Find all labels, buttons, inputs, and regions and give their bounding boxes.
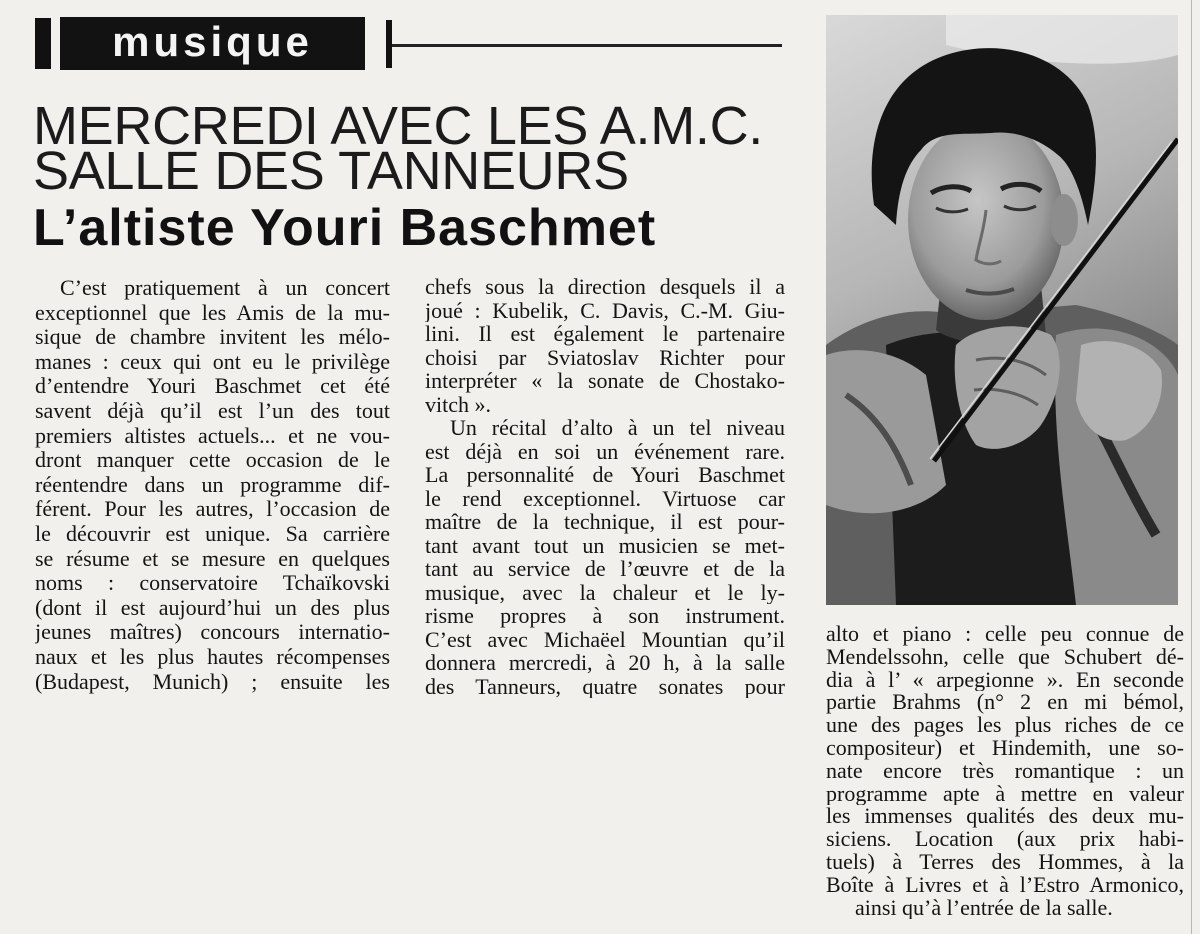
headline-line-1: MERCREDI AVEC LES A.M.C. [33, 96, 763, 156]
body-text-line: noms : conservatoire Tchaïkovski [35, 571, 390, 596]
body-text-line: dront manquer cette occasion de le [35, 448, 390, 473]
body-text-line: manes : ceux qui ont eu le privilège [35, 349, 390, 374]
body-text-line: tant avant tout un musicien se met- [425, 533, 785, 557]
body-text-line: sique de chambre invitent les mélo- [35, 325, 390, 350]
body-text-line: nate encore très romantique : un [826, 759, 1184, 783]
body-text-line: d’entendre Youri Baschmet cet été [35, 374, 390, 399]
body-text-line: le rend exceptionnel. Virtuose car [425, 486, 785, 510]
body-text-line: premiers altistes actuels... et ne vou- [35, 423, 390, 448]
body-text-line: programme apte à mettre en valeur [826, 782, 1184, 806]
body-text-line: dia à l’ « arpegionne ». En seconde [826, 668, 1184, 692]
body-text-line: naux et les plus hautes récompenses [35, 644, 390, 669]
body-text-line: donnera mercredi, à 20 h, à la salle [425, 651, 785, 675]
scan-edge-line [1191, 0, 1192, 934]
body-text-line: le découvrir est unique. Sa carrière [35, 521, 390, 546]
section-label: musique [60, 17, 365, 70]
body-text-line: siciens. Location (aux prix habi- [826, 828, 1184, 851]
body-text-line: chefs sous la direction desquels il a [425, 275, 785, 299]
body-text-line: C’est pratiquement à un concert [60, 276, 390, 300]
body-text-line: les immenses qualités des deux mu- [826, 805, 1184, 829]
body-text-line: se résume et se mesure en quelques [35, 546, 390, 571]
body-text-line: vitch ». [425, 392, 491, 416]
body-text-line: alto et piano : celle peu connue de [826, 623, 1184, 646]
body-text-line: férent. Pour les autres, l’occasion de [35, 497, 390, 522]
section-rule-line [392, 44, 782, 47]
body-text-line: partie Brahms (n° 2 en mi bémol, [826, 691, 1184, 715]
body-text-line: maître de la technique, il est pour- [425, 510, 785, 534]
body-text-line: lini. Il est également le partenaire [425, 322, 785, 346]
body-text-line: ainsi qu’à l’entrée de la salle. [855, 896, 1113, 920]
body-text-line: exceptionnel que les Amis de la mu- [35, 300, 390, 325]
body-text-line: (dont il est aujourd’hui un des plus [35, 595, 390, 620]
headline-line-2: SALLE DES TANNEURS [33, 141, 629, 201]
subheadline: L’altiste Youri Baschmet [33, 199, 657, 257]
body-text-line: Mendelssohn, celle que Schubert dé- [826, 645, 1184, 669]
body-text-line: des Tanneurs, quatre sonates pour [425, 674, 785, 698]
body-text-line: choisi par Sviatoslav Richter pour [425, 345, 785, 369]
body-text-line: tuels) à Terres des Hommes, à la [826, 850, 1184, 874]
body-text-line: tant au service de l’œuvre et de la [425, 557, 785, 581]
article-column-1 [35, 276, 390, 694]
body-text-line: une des pages les plus riches de ce [826, 714, 1184, 737]
body-text-line: musique, avec la chaleur et le ly- [425, 580, 785, 604]
body-text-line: réentendre dans un programme dif- [35, 472, 390, 497]
photo [826, 15, 1178, 605]
body-text-line: La personnalité de Youri Baschmet [425, 463, 785, 487]
section-bar-left [35, 18, 51, 69]
article-column-2 [425, 275, 785, 698]
body-text-line: C’est avec Michaëel Mountian qu’il [425, 627, 785, 651]
body-text-line: jeunes maîtres) concours internatio- [35, 620, 390, 645]
body-text-line: est déjà en soi un événement rare. [425, 439, 785, 463]
body-text-line: risme propres à son instrument. [425, 604, 785, 628]
body-text-line: interpréter « la sonate de Chostako- [425, 369, 785, 393]
body-text-line: compositeur) et Hindemith, une so- [826, 736, 1184, 760]
body-text-line: Un récital d’alto à un tel niveau [450, 416, 785, 440]
body-text-line: savent déjà qu’il est l’un des tout [35, 398, 390, 423]
body-text-line: joué : Kubelik, C. Davis, C.-M. Giu- [425, 298, 785, 322]
body-text-line: Boîte à Livres et à l’Estro Armonico, [826, 873, 1184, 897]
body-text-line: (Budapest, Munich) ; ensuite les [35, 669, 390, 694]
article-column-3 [826, 623, 1184, 919]
